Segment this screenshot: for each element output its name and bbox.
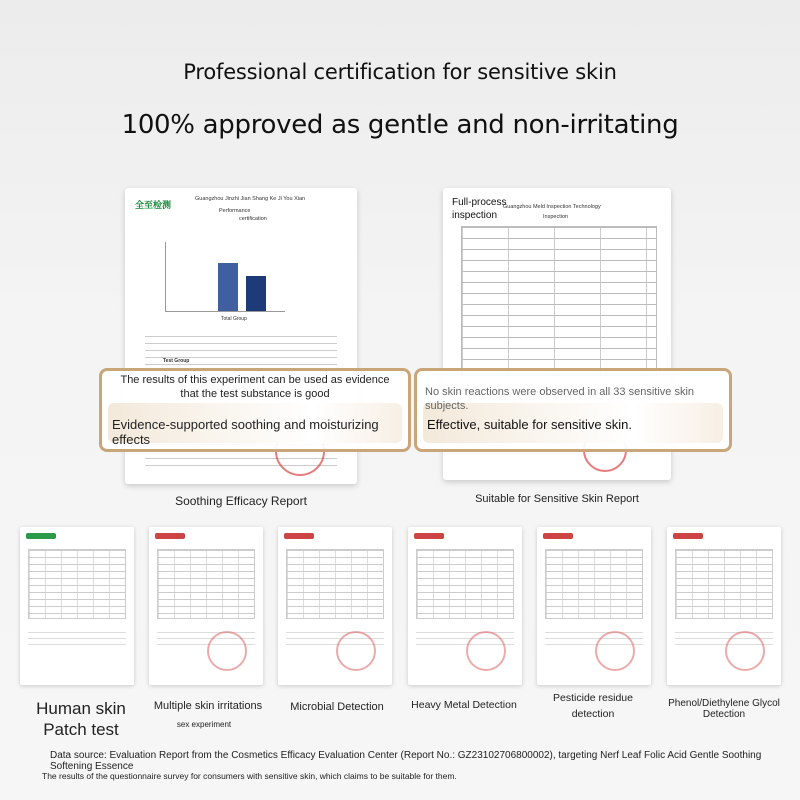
headline-secondary: 100% approved as gentle and non-irritating	[121, 110, 679, 140]
efficacy-bar-chart	[165, 242, 285, 312]
sensitive-report-caption: Suitable for Sensitive Skin Report	[475, 493, 639, 505]
thumb-sublabel-skin-irritation: sex experiment	[176, 720, 232, 729]
soothing-report-caption: Soothing Efficacy Report	[175, 494, 307, 508]
report-subtitle: Performance	[219, 208, 251, 214]
brand-logo: 全至检测	[135, 200, 172, 210]
full-process-inspection-note: Full-process inspection	[452, 197, 507, 221]
skin-irritation-report-thumbnail[interactable]	[149, 527, 263, 685]
pesticide-report-thumbnail[interactable]	[537, 527, 651, 685]
sensitive-skin-callout	[414, 368, 732, 452]
thumb-label-phenol: Phenol/Diethylene Glycol Detection	[668, 698, 780, 720]
chart-category-label: Total Group	[221, 316, 247, 322]
report-subtitle: Inspection	[543, 214, 569, 220]
evidence-callout-headline: Evidence-supported soothing and moisturizing effects	[112, 417, 379, 447]
bar-total-group-1	[218, 263, 238, 312]
thumb-label-skin-irritation: Multiple skin irritations	[153, 700, 263, 712]
evidence-callout-detail: The results of this experiment can be used as evidence that the test substance is good	[120, 374, 390, 400]
phenol-report-thumbnail[interactable]	[667, 527, 781, 685]
patch-test-report-thumbnail[interactable]	[20, 527, 134, 685]
headline-primary: Professional certification for sensitive skin	[183, 60, 617, 84]
survey-note: The results of the questionnaire survey for consumers with sensitive skin, which claims to be suitable for them.	[42, 771, 457, 781]
bar-total-group-2	[246, 276, 266, 311]
thumb-label-patch-test: Human skin Patch test	[36, 699, 126, 739]
thumb-label-pesticide: Pesticide residue detection	[553, 692, 633, 720]
thumb-label-microbial: Microbial Detection	[290, 701, 384, 713]
evidence-callout	[99, 368, 411, 452]
microbial-report-thumbnail[interactable]	[278, 527, 392, 685]
company-name: Guangzhou Jinzhi Jian Shang Ke Ji You Xian	[195, 196, 306, 202]
sensitive-skin-callout-headline: Effective, suitable for sensitive skin.	[427, 417, 632, 432]
report-subtitle-2: certification	[239, 216, 267, 222]
thumb-label-heavy-metal: Heavy Metal Detection	[411, 699, 517, 711]
heavy-metal-report-thumbnail[interactable]	[408, 527, 522, 685]
data-source-note: Data source: Evaluation Report from the Cosmetics Efficacy Evaluation Center (Report No.: GZ23102706800002), targeting Nerf Leaf Folic Acid Gentle Soothing Softening Essence	[50, 750, 762, 772]
inspection-table	[461, 226, 657, 376]
sensitive-skin-callout-detail: No skin reactions were observed in all 33 sensitive skin subjects.	[425, 386, 695, 412]
group-label: Test Group	[163, 358, 190, 364]
company-name: Guangzhou Meld Inspection Technology	[503, 204, 601, 210]
